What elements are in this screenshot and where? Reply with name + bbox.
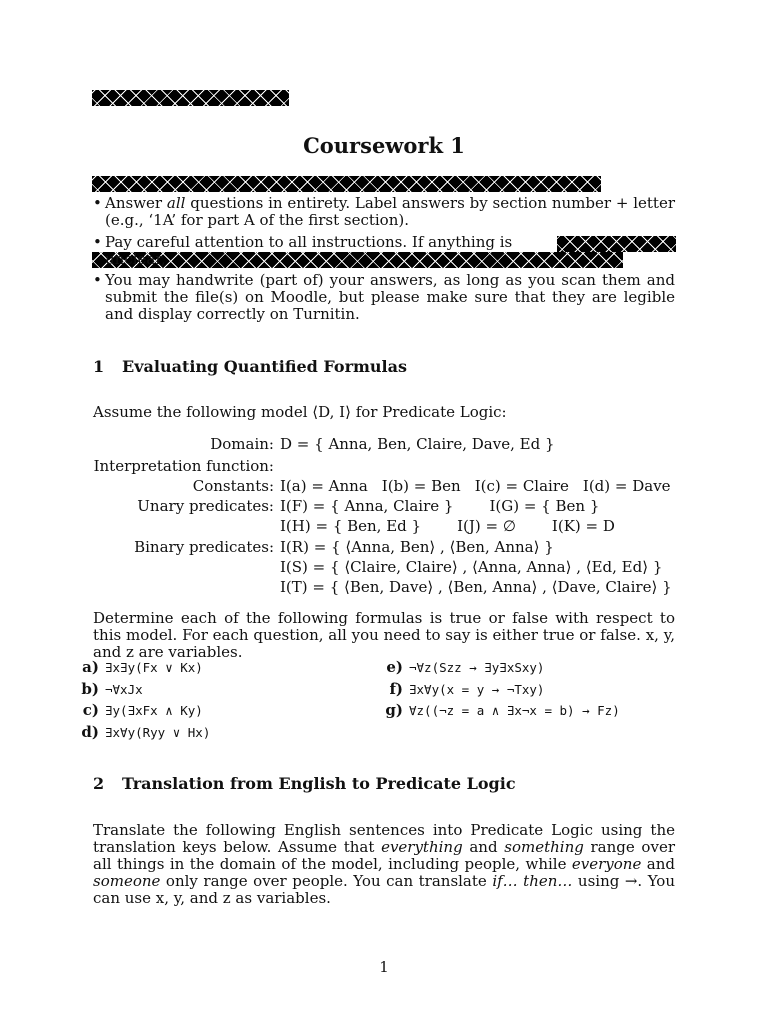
model-value: I(H) = { Ben, Ed } I(J) = ∅ I(K) = D	[280, 517, 615, 535]
section-heading: 1 Evaluating Quantified Formulas	[93, 357, 408, 376]
instruction-item: You may handwrite (part of) your answers, as long as you scan them and submit the file(s) on Moodle, but please make sure that they are legible and display correctly on Turnitin.	[105, 271, 675, 323]
redacted-block	[92, 90, 289, 106]
model-label: Binary predicates:	[134, 538, 274, 556]
model-label: Domain:	[210, 435, 274, 453]
instruction-item: Pay careful attention to all instructions. If anything is unclear,	[105, 233, 513, 268]
question-item: c) ∃y(∃xFx ∧ Ky)	[82, 701, 203, 719]
bullet-icon: •	[93, 194, 102, 212]
section-heading: 2 Translation from English to Predicate Logic	[93, 774, 516, 793]
redacted-block	[92, 176, 601, 192]
model-value: I(S) = { ⟨Claire, Claire⟩ , ⟨Anna, Anna⟩ , ⟨Ed, Ed⟩ }	[280, 558, 663, 576]
model-value: I(R) = { ⟨Anna, Ben⟩ , ⟨Ben, Anna⟩ }	[280, 538, 554, 556]
page-number: 1	[379, 958, 389, 976]
page-title: Coursework 1	[303, 133, 465, 158]
question-item: g) ∀z((¬z = a ∧ ∃x¬x = b) → Fz)	[385, 701, 620, 719]
model-value: I(a) = Anna I(b) = Ben I(c) = Claire I(d) = Dave	[280, 477, 671, 495]
section-intro: Assume the following model ⟨D, I⟩ for Predicate Logic:	[93, 403, 507, 421]
question-item: f) ∃x∀y(x = y → ¬Txy)	[389, 680, 545, 698]
model-label: Unary predicates:	[137, 497, 274, 515]
model-label: Interpretation function:	[93, 457, 274, 475]
question-item: d) ∃x∀y(Ryy ∨ Hx)	[81, 723, 211, 741]
question-item: a) ∃x∃y(Fx ∨ Kx)	[82, 658, 203, 676]
instruction-item: Answer all questions in entirety. Label answers by section number + letter (e.g., ‘1A’ for part A of the first section).	[105, 194, 675, 229]
redacted-block	[557, 236, 676, 252]
model-value: D = { Anna, Ben, Claire, Dave, Ed }	[280, 435, 555, 453]
model-label: Constants:	[192, 477, 274, 495]
question-item: e) ¬∀z(Szz → ∃y∃xSxy)	[386, 658, 545, 676]
model-value: I(F) = { Anna, Claire } I(G) = { Ben }	[280, 497, 600, 515]
bullet-icon: •	[93, 233, 102, 251]
section-intro: Translate the following English sentences into Predicate Logic using the translation keys below. Assume that everything and something range over all things in the domain of the model, including people, while everyone and someone only range over people. You can translate if… then… using →. You can use x, y, and z as variables.	[93, 821, 676, 907]
bullet-icon: •	[93, 271, 102, 289]
task-description: Determine each of the following formulas is true or false with respect to this model. For each question, all you need to say is either true or false. x, y, and z are variables.	[93, 609, 675, 661]
model-value: I(T) = { ⟨Ben, Dave⟩ , ⟨Ben, Anna⟩ , ⟨Dave, Claire⟩ }	[280, 578, 672, 596]
question-item: b) ¬∀xJx	[81, 680, 143, 698]
